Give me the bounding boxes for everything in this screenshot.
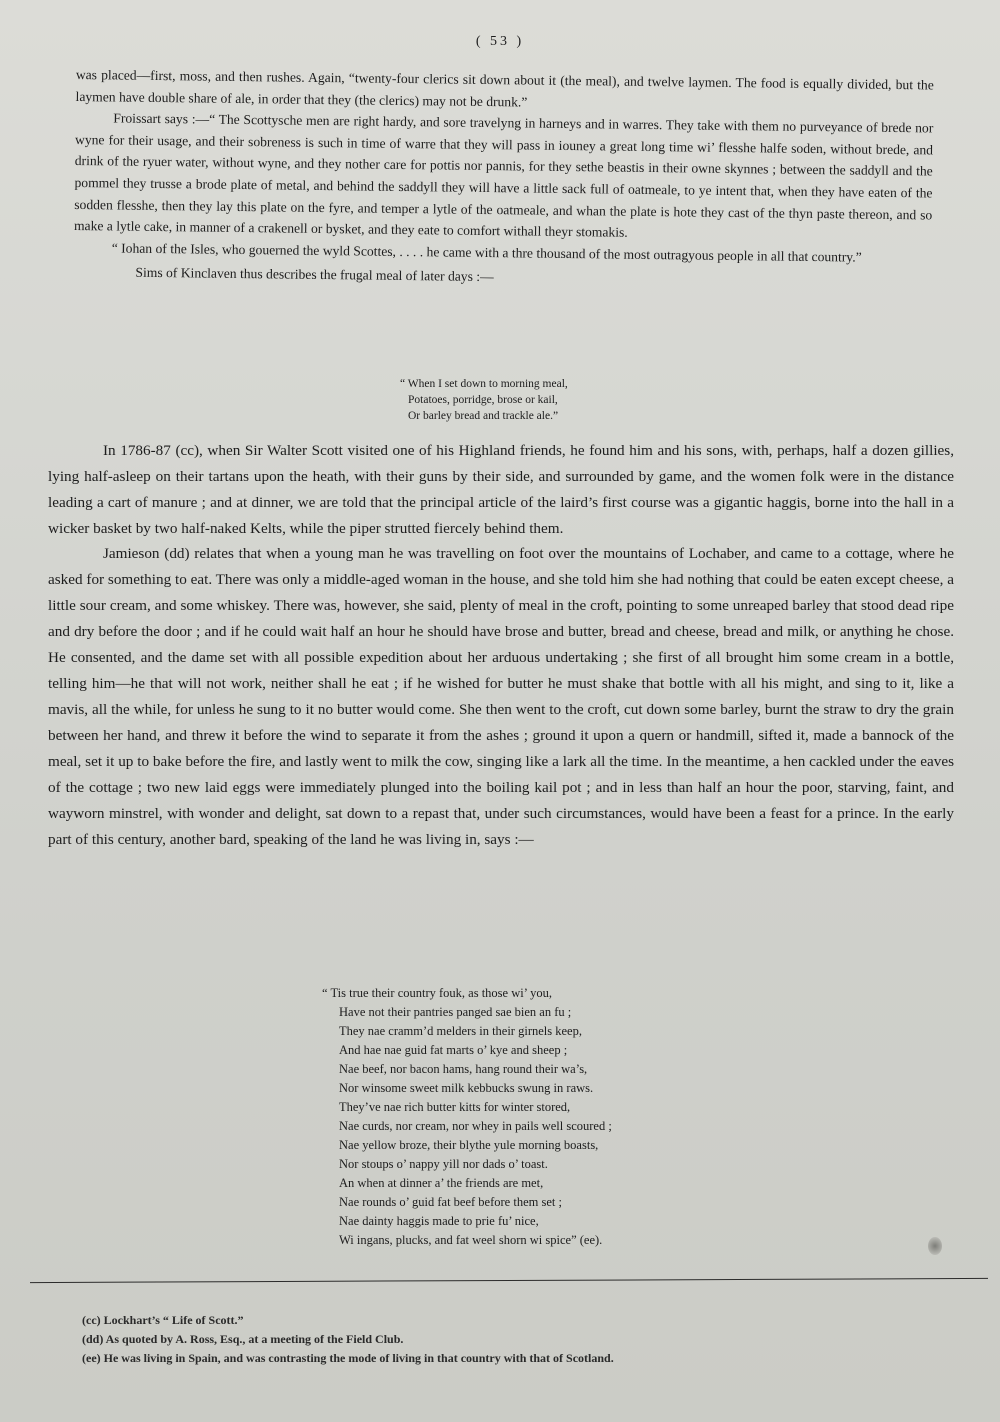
footnote-cc: (cc) Lockhart’s “ Life of Scott.” bbox=[82, 1313, 244, 1327]
verse-bard bbox=[322, 984, 722, 1250]
paragraph-sims: Sims of Kinclaven thus describes the frugal meal of later days :— bbox=[135, 265, 494, 285]
paragraph-walter-scott: In 1786-87 (cc), when Sir Walter Scott visited one of his Highland friends, he found him and his sons, with, perhaps, half a dozen gillies, lying half-asleep on their tartans upon the heath, with their guns by their side, and surrounded by game, and the women folk were in the distance leading a cart of manure ; and at dinner, we are told that the principal article of the laird’s first course was a gigantic haggis, borne into the hall in a wicker basket by two half-naked Kelts, while the piper strutted fiercely behind them. bbox=[48, 442, 954, 537]
verse-sims bbox=[400, 376, 670, 424]
verse-line: “ When I set down to morning meal, bbox=[400, 378, 568, 390]
verse-line: And hae nae guid fat marts o’ kye and sheep ; bbox=[339, 1043, 568, 1057]
paragraph-jamieson: Jamieson (dd) relates that when a young man he was travelling on foot over the mountains of Lochaber, and came to a cottage, where he asked for something to eat. There was only a middle-aged woman in the house, and she told him she had nothing that could be eaten except cheese, a little sour cream, and some whiskey. There was, however, she said, plenty of meal in the croft, pointing to some unreaped barley that stood dead ripe and dry before the door ; and if he could wait half an hour he should have brose and butter, bread and cheese, bread and milk, or anything he chose. He consented, and the dame set with all possible expedition about her arduous undertaking ; she first of all brought him some cream in a bottle, telling him—he that will not work, neither shall he eat ; if he wished for butter he must shake that bottle with all his might, and sing to it, like a mavis, all the while, for unless he sung to it no butter would come. She then went to the croft, cut down some barley, burnt the straw to dry the grain between her hand, and threw it before the wind to separate it from the ashes ; ground it upon a quern or handmill, sifted it, made a bannock of the meal, set it up to bake before the fire, and lastly went to milk the cow, singing like a lark all the time. In the meantime, a hen cackled under the eaves of the cottage ; two new laid eggs were immediately plunged into the boiling kail pot ; and in less than half an hour the poor, starving, faint, and wayworn minstrel, with wonder and delight, sat down to a repast that, under such circumstances, would have been a feast for a prince. In the early part of this century, another bard, speaking of the land he was living in, says :— bbox=[48, 545, 954, 848]
verse-line: Nae curds, nor cream, nor whey in pails well scoured ; bbox=[339, 1119, 612, 1133]
verse-line: Wi ingans, plucks, and fat weel shorn wi spice” (ee). bbox=[339, 1233, 603, 1247]
verse-line: Or barley bread and trackle ale.” bbox=[408, 410, 559, 422]
verse-line: “ Tis true their country fouk, as those wi’ you, bbox=[322, 986, 552, 1000]
footnotes bbox=[82, 1311, 842, 1368]
footnote-divider bbox=[30, 1278, 988, 1283]
page-number: ( 53 ) bbox=[475, 34, 525, 49]
verse-line: An when at dinner a’ the friends are met, bbox=[339, 1176, 544, 1190]
footnote-dd: (dd) As quoted by A. Ross, Esq., at a meeting of the Field Club. bbox=[82, 1332, 404, 1346]
verse-line: Nae rounds o’ guid fat beef before them set ; bbox=[339, 1195, 562, 1209]
footnote-ee: (ee) He was living in Spain, and was contrasting the mode of living in that country with that of Scotland. bbox=[82, 1351, 614, 1365]
paragraph-iohan: “ Iohan of the Isles, who gouerned the wyld Scottes, . . . . he came with a thre thousand of the most outragyous people in all that country.” bbox=[111, 240, 862, 265]
verse-line: Nae yellow broze, their blythe yule morning boasts, bbox=[339, 1138, 599, 1152]
verse-line: Nae beef, nor bacon hams, hang round their wa’s, bbox=[339, 1062, 588, 1076]
paragraph-froissart: Froissart says :—“ The Scottysche men are right hardy, and sore travelyng in harneys and in warres. They take with them no purveyance of brede nor wyne for their usage, and their sobreness is such in time of warre that they will pass in iouney a great long time wi’ flesshe halfe soden, without brede, and drink of the ryuer water, without wyne, and they nother care for pottis nor pannis, for they sethe beastis in their owne skynnes ; between the saddyll and the pommel they trusse a brode plate of metal, and behind the saddyll they will have a little sack full of oatmeale, to ye intent that, when they have eaten of the sodden flesshe, then they lay this plate on the fyre, and temper a lytle of the oatmeale, and whan the plate is hote they cast of the thyn paste thereon, and so make a lytle cake, in manner of a crakenell or bysket, and they eate to comfort withall theyr stomakis. bbox=[73, 110, 934, 240]
verse-line: Have not their pantries panged sae bien an fu ; bbox=[339, 1005, 572, 1019]
verse-line: Nor winsome sweet milk kebbucks swung in raws. bbox=[339, 1081, 594, 1095]
main-text-block bbox=[48, 438, 954, 853]
paragraph-clerics: was placed—first, moss, and then rushes. Again, “twenty-four clerics sit down about it (the meal), and twelve laymen. The food is equally divided, but the laymen have double share of ale, in order that they (the clerics) may not be drunk.” bbox=[75, 66, 934, 110]
verse-line: They’ve nae rich butter kitts for winter stored, bbox=[339, 1100, 571, 1114]
upper-text-block bbox=[73, 64, 934, 293]
verse-line: Nae dainty haggis made to prie fu’ nice, bbox=[339, 1214, 539, 1228]
verse-line: Potatoes, porridge, brose or kail, bbox=[408, 394, 558, 406]
verse-line: Nor stoups o’ nappy yill nor dads o’ toast. bbox=[339, 1157, 548, 1171]
ink-smudge bbox=[928, 1237, 942, 1255]
verse-line: They nae cramm’d melders in their girnels keep, bbox=[339, 1024, 582, 1038]
